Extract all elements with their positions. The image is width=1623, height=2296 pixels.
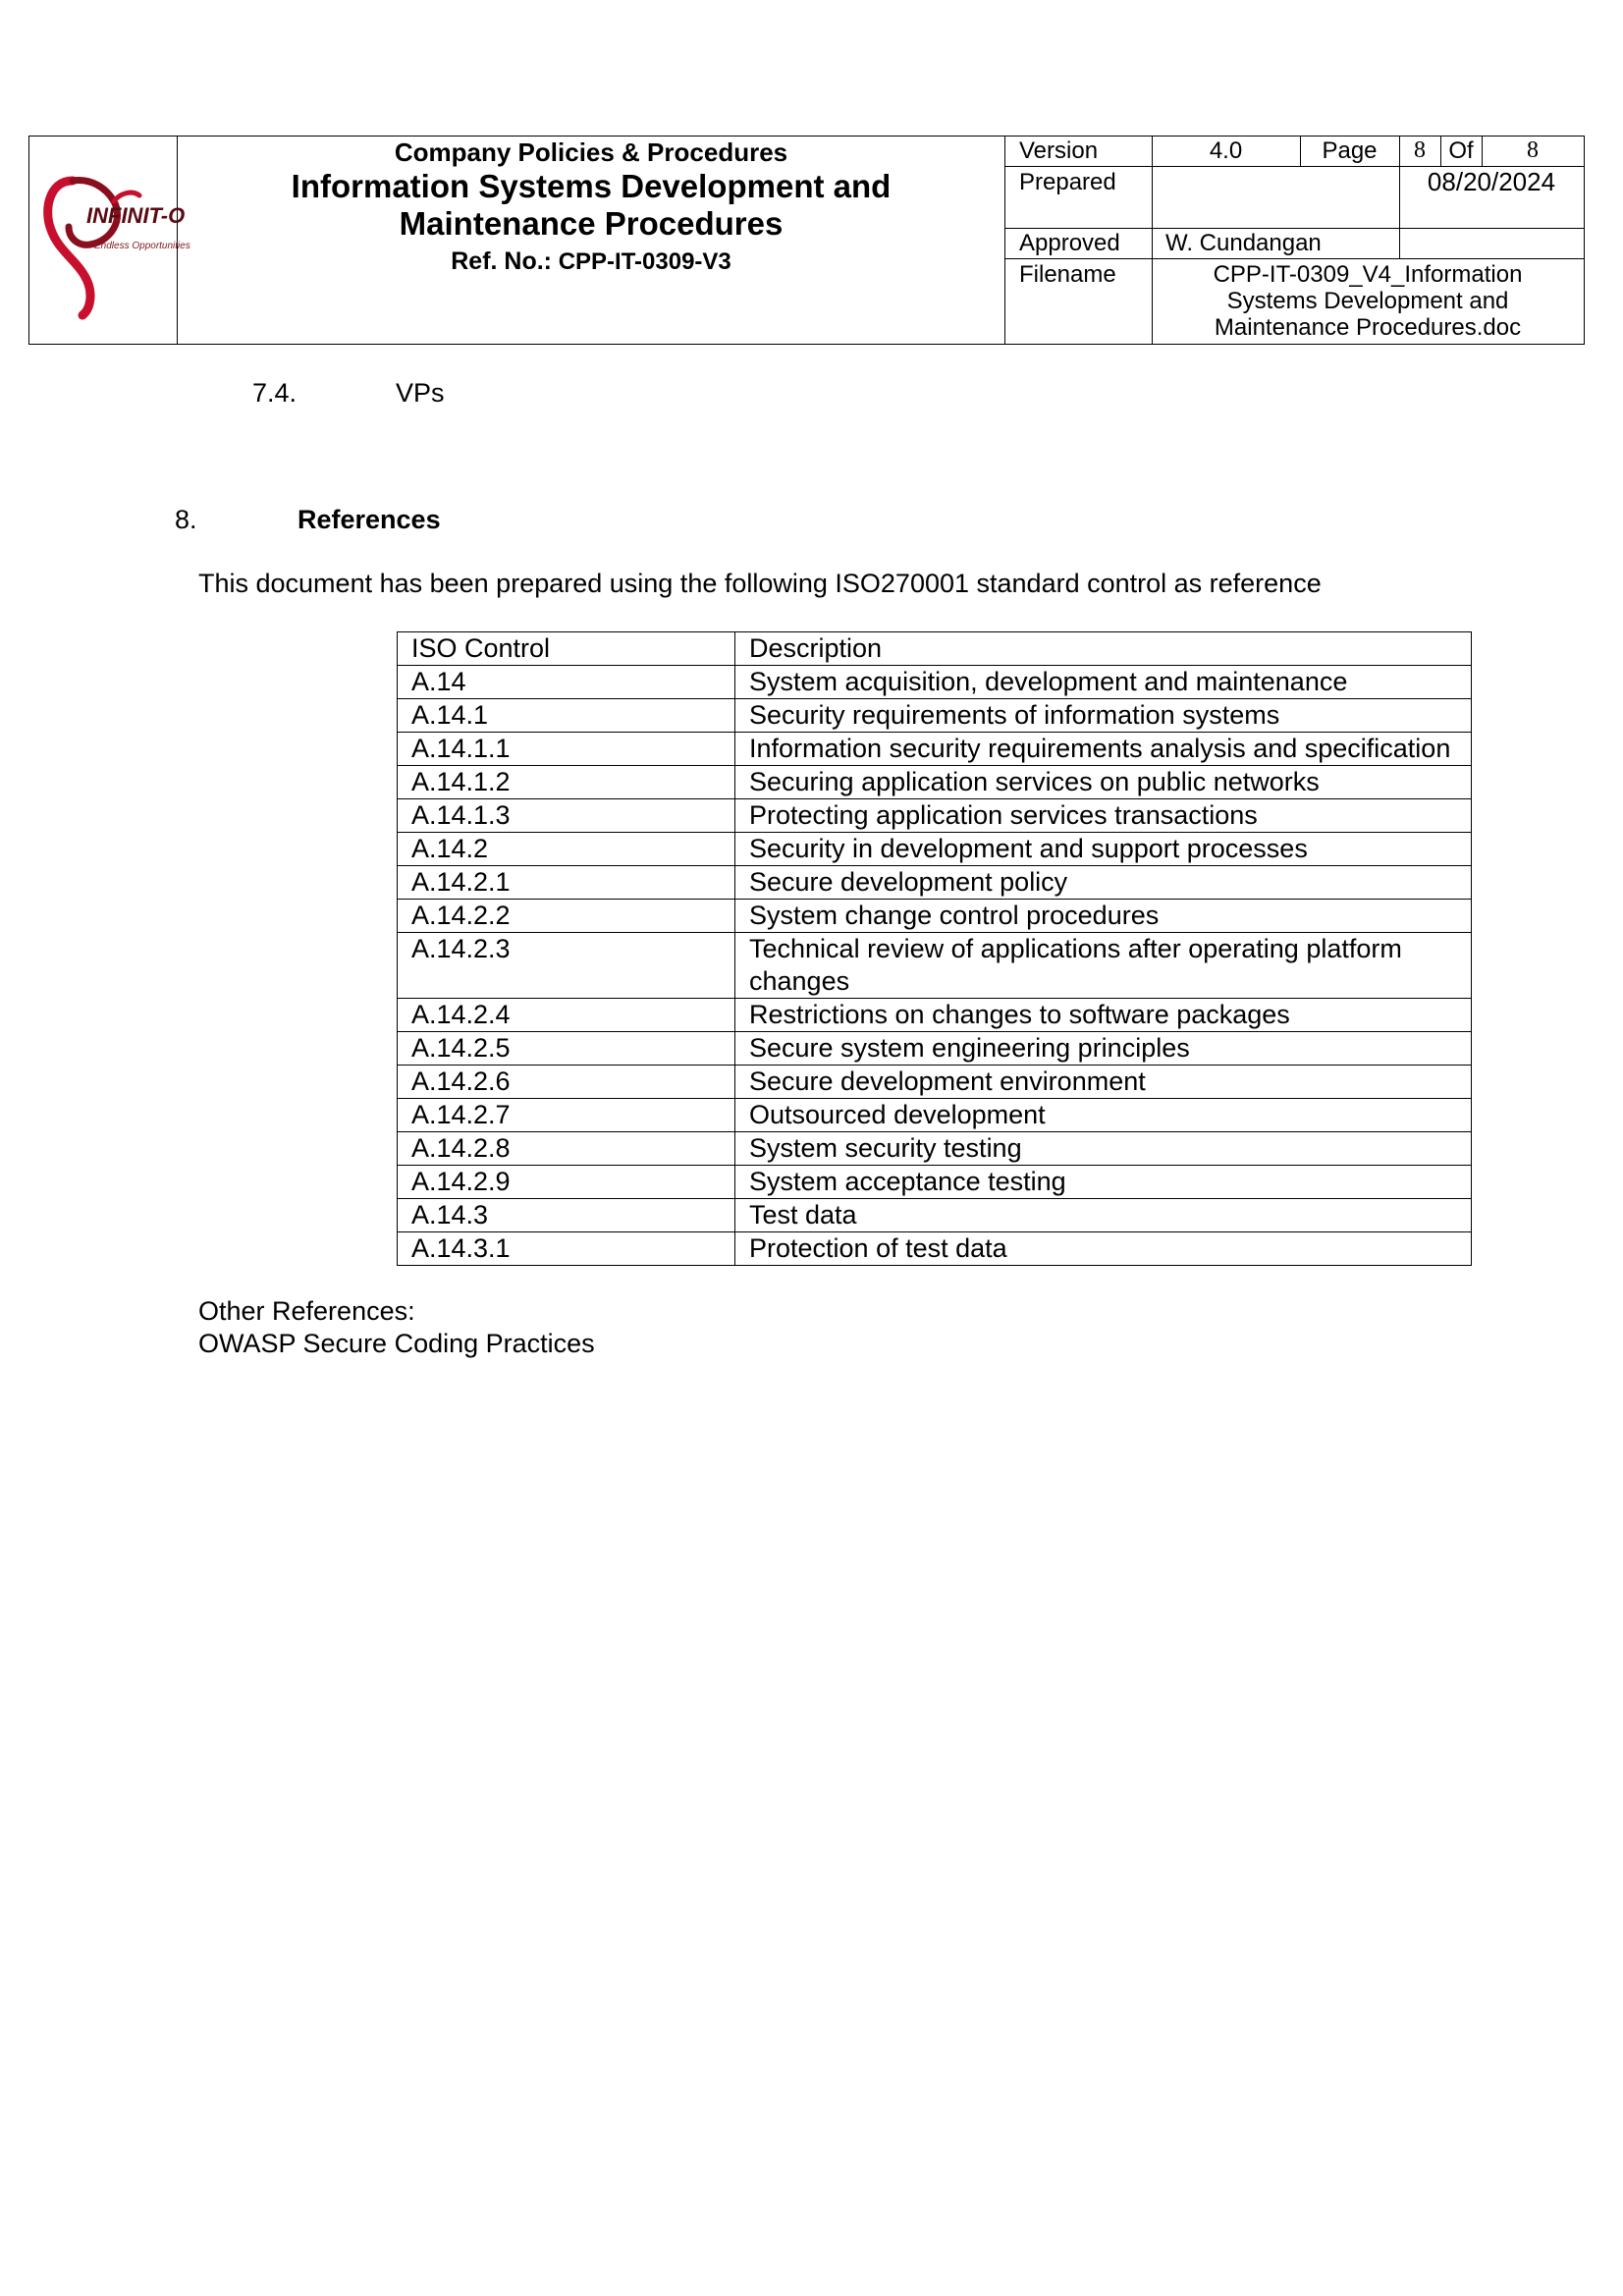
iso-control-cell: A.14 <box>398 666 735 699</box>
description-cell: Outsourced development <box>735 1099 1472 1132</box>
table-row <box>398 933 1472 999</box>
table-header-row <box>398 632 1472 666</box>
table-row <box>398 666 1472 699</box>
iso-control-cell: A.14.3 <box>398 1199 735 1232</box>
iso-control-cell: A.14.2.3 <box>398 933 735 999</box>
table-row <box>398 766 1472 799</box>
iso-table-body <box>398 632 1472 1266</box>
of-value: 8 <box>1527 137 1539 163</box>
description-cell: Technical review of applications after operating platform changes <box>735 933 1472 999</box>
iso-control-cell: A.14.2.7 <box>398 1099 735 1132</box>
approved-label: Approved <box>1019 230 1120 256</box>
other-reference-item: OWASP Secure Coding Practices <box>198 1329 595 1358</box>
table-row <box>398 1099 1472 1132</box>
prepared-date: 08/20/2024 <box>1427 167 1556 196</box>
other-references-label: Other References: <box>198 1296 415 1326</box>
description-cell: System acceptance testing <box>735 1166 1472 1199</box>
iso-control-cell: A.14.2.6 <box>398 1066 735 1099</box>
iso-control-cell: A.14.3.1 <box>398 1232 735 1266</box>
filename-value <box>1152 261 1584 341</box>
section-8-number: 8. <box>175 505 197 534</box>
ref-value: CPP-IT-0309-V3 <box>558 248 731 275</box>
description-cell: Security requirements of information systems <box>735 699 1472 733</box>
iso-control-cell: A.14.1.2 <box>398 766 735 799</box>
meta-divider <box>1005 228 1584 229</box>
description-cell: Restrictions on changes to software packages <box>735 999 1472 1032</box>
of-label: Of <box>1448 137 1474 164</box>
iso-control-cell: A.14.1.3 <box>398 799 735 833</box>
iso-control-cell: A.14.2.9 <box>398 1166 735 1199</box>
ref-label: Ref. No.: <box>451 247 553 275</box>
table-row <box>398 1032 1472 1066</box>
table-row <box>398 1066 1472 1099</box>
iso-control-cell: A.14.2 <box>398 833 735 866</box>
description-cell: Secure development policy <box>735 866 1472 900</box>
table-row <box>398 833 1472 866</box>
company-logo-cell <box>29 137 190 344</box>
description-cell: Protecting application services transactions <box>735 799 1472 833</box>
approved-value: W. Cundangan <box>1165 230 1322 256</box>
version-value: 4.0 <box>1209 137 1243 164</box>
iso-control-cell: A.14.1 <box>398 699 735 733</box>
description-cell: Securing application services on public networks <box>735 766 1472 799</box>
table-row <box>398 733 1472 766</box>
iso-control-cell: A.14.2.2 <box>398 900 735 933</box>
table-row <box>398 1132 1472 1166</box>
description-cell: Test data <box>735 1199 1472 1232</box>
document-title-line1: Information Systems Development and <box>291 168 892 204</box>
filename-line: Maintenance Procedures.doc <box>1214 314 1522 341</box>
other-references <box>198 1295 595 1360</box>
document-header <box>28 136 1585 345</box>
table-row <box>398 1232 1472 1266</box>
table-row <box>398 999 1472 1032</box>
policy-label: Company Policies & Procedures <box>394 137 788 167</box>
filename-line: CPP-IT-0309_V4_Information <box>1213 261 1523 288</box>
iso-control-cell: A.14.2.5 <box>398 1032 735 1066</box>
logo-tagline-text: Endless Opportunities <box>94 241 190 251</box>
column-header-iso-control: ISO Control <box>398 632 735 666</box>
section-8-title: References <box>298 505 441 534</box>
document-title-line2: Maintenance Procedures <box>399 205 784 242</box>
iso-control-cell: A.14.2.1 <box>398 866 735 900</box>
description-cell: System security testing <box>735 1132 1472 1166</box>
description-cell: Secure development environment <box>735 1066 1472 1099</box>
description-cell: Protection of test data <box>735 1232 1472 1266</box>
table-row <box>398 699 1472 733</box>
reference-number <box>178 247 1004 276</box>
version-label: Version <box>1019 137 1099 164</box>
header-title-cell <box>178 137 1005 344</box>
meta-divider <box>1005 258 1584 259</box>
section-7-4-number: 7.4. <box>252 378 298 408</box>
infinito-logo <box>29 137 190 343</box>
iso-control-cell: A.14.1.1 <box>398 733 735 766</box>
column-header-description: Description <box>735 632 1472 666</box>
table-row <box>398 900 1472 933</box>
iso-controls-table <box>397 631 1472 1266</box>
document-title <box>178 168 1004 243</box>
page-value: 8 <box>1414 137 1426 163</box>
description-cell: Information security requirements analysis and specification <box>735 733 1472 766</box>
filename-line: Systems Development and <box>1226 288 1509 314</box>
section-8-intro: This document has been prepared using the following ISO270001 standard control as reference <box>198 569 1322 598</box>
table-row <box>398 799 1472 833</box>
page-label: Page <box>1322 137 1378 164</box>
table-row <box>398 1199 1472 1232</box>
prepared-label: Prepared <box>1019 169 1116 195</box>
iso-control-cell: A.14.2.4 <box>398 999 735 1032</box>
table-row <box>398 866 1472 900</box>
iso-control-cell: A.14.2.8 <box>398 1132 735 1166</box>
description-cell: Secure system engineering principles <box>735 1032 1472 1066</box>
filename-label: Filename <box>1019 261 1116 288</box>
document-meta-grid <box>1005 137 1584 344</box>
description-cell: Security in development and support processes <box>735 833 1472 866</box>
logo-brand-text: INFINIT-O <box>86 203 186 228</box>
table-row <box>398 1166 1472 1199</box>
description-cell: System acquisition, development and maintenance <box>735 666 1472 699</box>
description-cell: System change control procedures <box>735 900 1472 933</box>
section-7-4-title: VPs <box>396 378 445 408</box>
